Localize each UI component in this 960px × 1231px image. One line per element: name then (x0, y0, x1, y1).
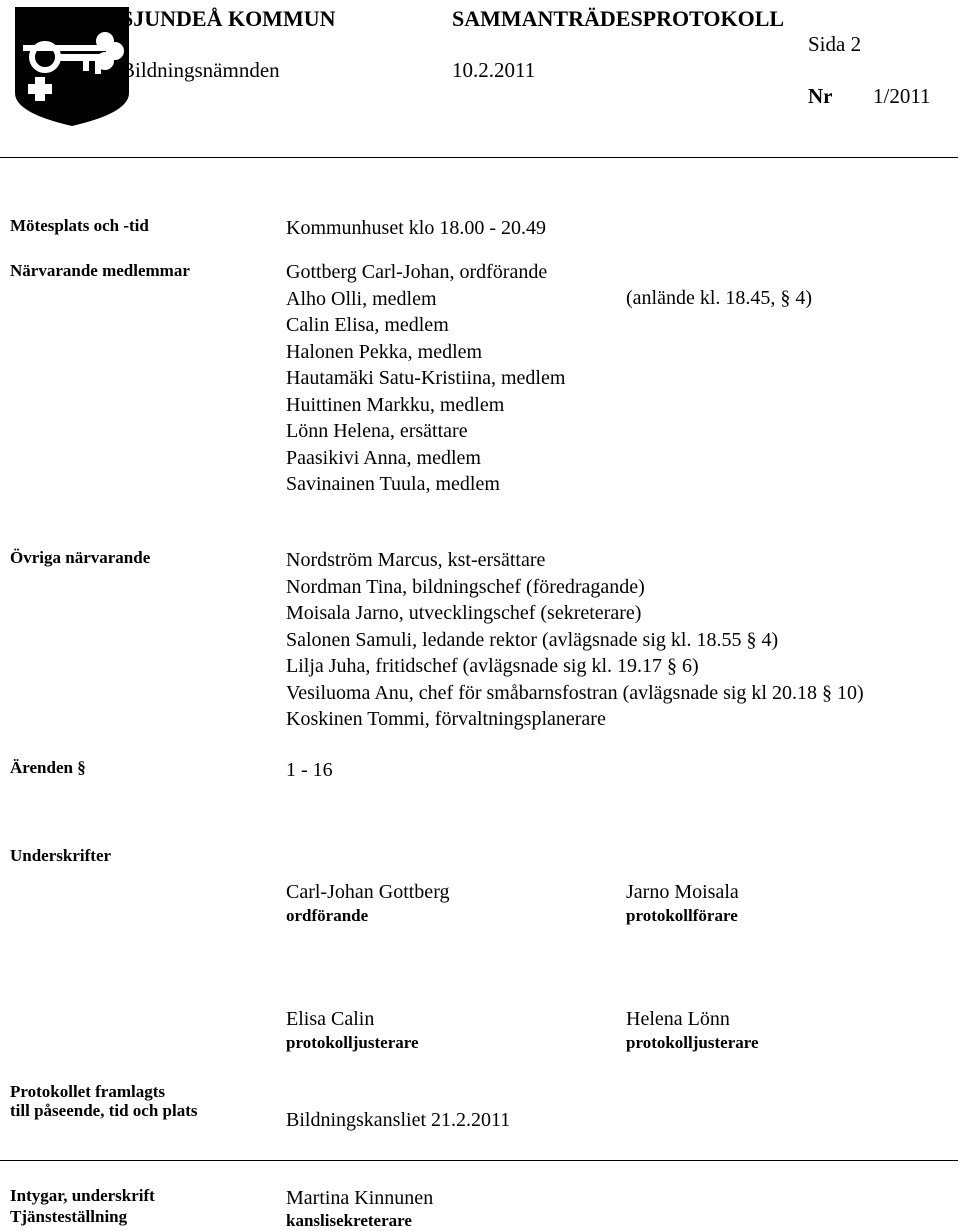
municipal-crest-icon (13, 5, 131, 128)
list-item: Paasikivi Anna, medlem (286, 446, 481, 469)
checker1-name: Elisa Calin (286, 1008, 375, 1030)
display-label-line2: till påseende, tid och plats (10, 1101, 198, 1120)
list-item: Gottberg Carl-Johan, ordförande (286, 261, 548, 283)
secretary-name: Jarno Moisala (626, 881, 739, 903)
footer-divider (0, 1160, 958, 1161)
secretary-role: protokollförare (626, 906, 738, 925)
list-item: Nordman Tina, bildningschef (föredragande) (286, 575, 645, 598)
meeting-value: Kommunhuset klo 18.00 - 20.49 (286, 217, 546, 239)
matters-value: 1 - 16 (286, 759, 333, 781)
nr-label: Nr (808, 84, 833, 108)
checker2-name: Helena Lönn (626, 1008, 730, 1030)
municipality-name: SJUNDEÅ KOMMUN (121, 6, 336, 31)
certificate-name: Martina Kinnunen (286, 1187, 434, 1209)
chair-name: Carl-Johan Gottberg (286, 881, 450, 903)
alho-arrival-note: (anlände kl. 18.45, § 4) (626, 287, 813, 309)
display-label-line1: Protokollet framlagts (10, 1082, 166, 1101)
header-divider (0, 157, 958, 158)
members-label: Närvarande medlemmar (10, 261, 190, 280)
list-item: Moisala Jarno, utvecklingschef (sekreterare) (286, 602, 642, 624)
checker1-role: protokolljusterare (286, 1033, 419, 1052)
list-item: Salonen Samuli, ledande rektor (avlägsnade sig kl. 18.55 § 4) (286, 628, 779, 651)
signatures-label: Underskrifter (10, 846, 112, 865)
meeting-date: 10.2.2011 (452, 58, 536, 82)
list-item: Savinainen Tuula, medlem (286, 473, 500, 495)
others-list (286, 547, 864, 733)
chair-role: ordförande (286, 906, 369, 925)
certificate-label-line1: Intygar, underskrift (10, 1186, 155, 1205)
meeting-label: Mötesplats och -tid (10, 216, 149, 235)
list-item: Hautamäki Satu-Kristiina, medlem (286, 367, 566, 389)
list-item: Lönn Helena, ersättare (286, 420, 468, 442)
page-number: Sida 2 (808, 32, 862, 56)
nr-value: 1/2011 (873, 84, 931, 108)
matters-label: Ärenden § (10, 758, 86, 777)
display-value: Bildningskansliet 21.2.2011 (286, 1109, 511, 1131)
others-label: Övriga närvarande (10, 548, 151, 567)
list-item: Alho Olli, medlem (286, 287, 437, 310)
list-item: Huittinen Markku, medlem (286, 393, 505, 416)
checker2-role: protokolljusterare (626, 1033, 759, 1052)
list-item: Vesiluoma Anu, chef för småbarnsfostran (avlägsnade sig kl 20.18 § 10) (286, 681, 864, 704)
list-item: Halonen Pekka, medlem (286, 340, 483, 363)
document-type: SAMMANTRÄDESPROTOKOLL (452, 6, 785, 31)
list-item: Nordström Marcus, kst-ersättare (286, 549, 546, 571)
list-item: Calin Elisa, medlem (286, 314, 449, 336)
committee-name: Bildningsnämnden (121, 58, 280, 82)
list-item: Koskinen Tommi, förvaltningsplanerare (286, 708, 606, 730)
list-item: Lilja Juha, fritidschef (avlägsnade sig kl. 19.17 § 6) (286, 655, 699, 677)
members-list (286, 259, 565, 498)
certificate-label-line2: Tjänsteställning (10, 1207, 128, 1226)
certificate-role: kanslisekreterare (286, 1211, 412, 1230)
